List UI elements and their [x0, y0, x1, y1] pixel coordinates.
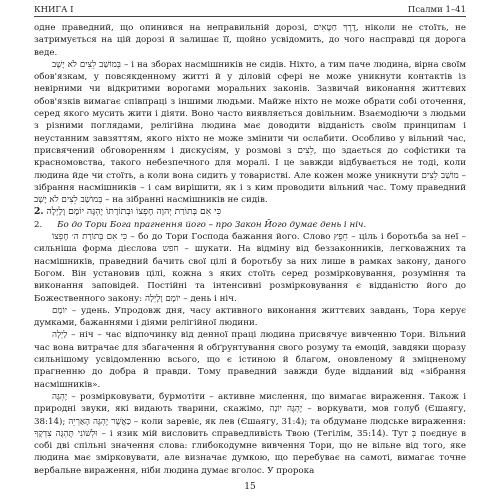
header-rule — [34, 16, 466, 17]
section-label: Псалми 1–41 — [407, 5, 466, 15]
paragraph: יוֹמָם – удень. Упродовж дня, часу активного виконання життєвих завдань, Тора керує думками, бажаннями і діями релігійної людини. — [34, 305, 466, 329]
paragraph: одне праведний, що опинився на неправильній дорозі, דֶרֶךְ חַטָּאִים, ніколи не стоїть, не затримується на цій дорозі й залишає її, щойно усвідомить, до чого насправді ця дорога веде. — [34, 23, 466, 58]
paragraph: בְּמוֹשַׁב לֵצִים לֹא יָשָׁב – і на зборах насмішників не сидів. Ніхто, а тим паче людина, вірна своїм обов'язкам, у повсякденному житті й у діловій сфері не може уникнути контактів із невірними чи відкритими ворогами моральних законів. Зазвичай виконання життєвих обов'язків вимагає співпраці з іншими людьми. Майже ніхто не може обрати собі оточення, серед якого мусить жити і діяти. Воно часто виявляється довільним. Взаємодіючи з людьми з різними поглядами, релігійна людина має доводити відданість своїм принципам і неустанним завзяттям, якого ніхто не може змінити чи ослабити. Особливо у вільний час, присвячений обговоренням і дискусіям, у розмові з לֵצִים, що здається до софістики та красномовства, такого небезпечного для моралі. І це завжди відбувається не тоді, коли людина йде чи стоїть, а коли вона сидить у товаристві. Але кожен може уникнути מוֹשַׁב לֵצִים – зібрання насмішників – і сам вирішити, як і з ким проводити вільний час. Тому праведний בְּמוֹשַׁב לֵצִים לֹא יָשָׁב – на зібранні насмішників не сидів. — [34, 59, 467, 206]
page-body — [34, 22, 466, 477]
hebrew-verse — [34, 206, 466, 218]
paragraph: יֶהְגֶּה – розмірковувати, бурмотіти – активне мислення, що вимагає вираження. Також і природні звуки, які видають тварини, скажімо, יֶהְגֶּה יוֹנָה – воркувати, мов голуб (Єшаягу, 38:14); כַּאֲשֶׁר יֶהְגֶּה הָאַרְיֵה – коли заревіє, як лев (Єшаягу, 31:4); та обдумане людське вираження: וּלְשׁוֹנִי תֶּהְגֶּה צִדְקֶךָ – і язик мій висловить справедливість Твою (Тегілім, 35:14). Тут בְּ поєднує в собі дві спільні значення слова: глибокодумне вивчення Тори, що не вільне від того, яке людина має змірковувати, але визначає думкою, що перебуває на самоті, вимагає точне вербальне вираження, ніби людина думає вголос. У пророка — [34, 391, 466, 476]
verse-number: 2. — [34, 206, 44, 218]
verse-translation — [34, 219, 466, 231]
translation-text: Бо до Тори Бога прагнення його – про Закон Його думає день і ніч. — [57, 219, 367, 230]
paragraph: כִּי אִם בְּתוֹרַת ה׳ חֶפְצוֹ – бо до Тори Господа бажання його. Слово חֵפֶץ – ціль і боротьба за неї – сильніша форма дієслова חפש – шукати. На відміну від беззаконників, легковажних та насмішників, праведний бачить свої цілі й боротьбу за них лише в рамках закону, даного Богом. Він установив цілі, кожна з яких стоїть серед розмірковування, розуміння та виконання заповідей. Постійні та інтенсивні розмірковування є відданістю його до Божественного закону: יוֹמָם וָלָיְלָה – день і ніч. — [34, 232, 466, 304]
translation-number: 2. — [34, 219, 43, 230]
page-number: 15 — [244, 482, 256, 492]
book-label: КНИГА І — [34, 5, 74, 15]
verse-hebrew: כִּי אִם בְּתוֹרַת יְהוָה חֶפְצוֹ וּבְתוֹרָתוֹ יֶהְגֶּה יוֹמָם וָלָיְלָה — [46, 206, 222, 218]
paragraph: לַיְלָה – ніч – час відпочинку від денної праці людина присвячує вивченню Тори. Вільний час вона витрачає для збагачення й обґрунтування свого розуму та емоцій, завдяки щоразу сильнішому усвідомленню всього, що є істиною й благом, оновленому й зміцненому прагненню до добра й правди. Тому праведний завжди буде відданий від «зібрання насмішників». — [34, 330, 466, 390]
